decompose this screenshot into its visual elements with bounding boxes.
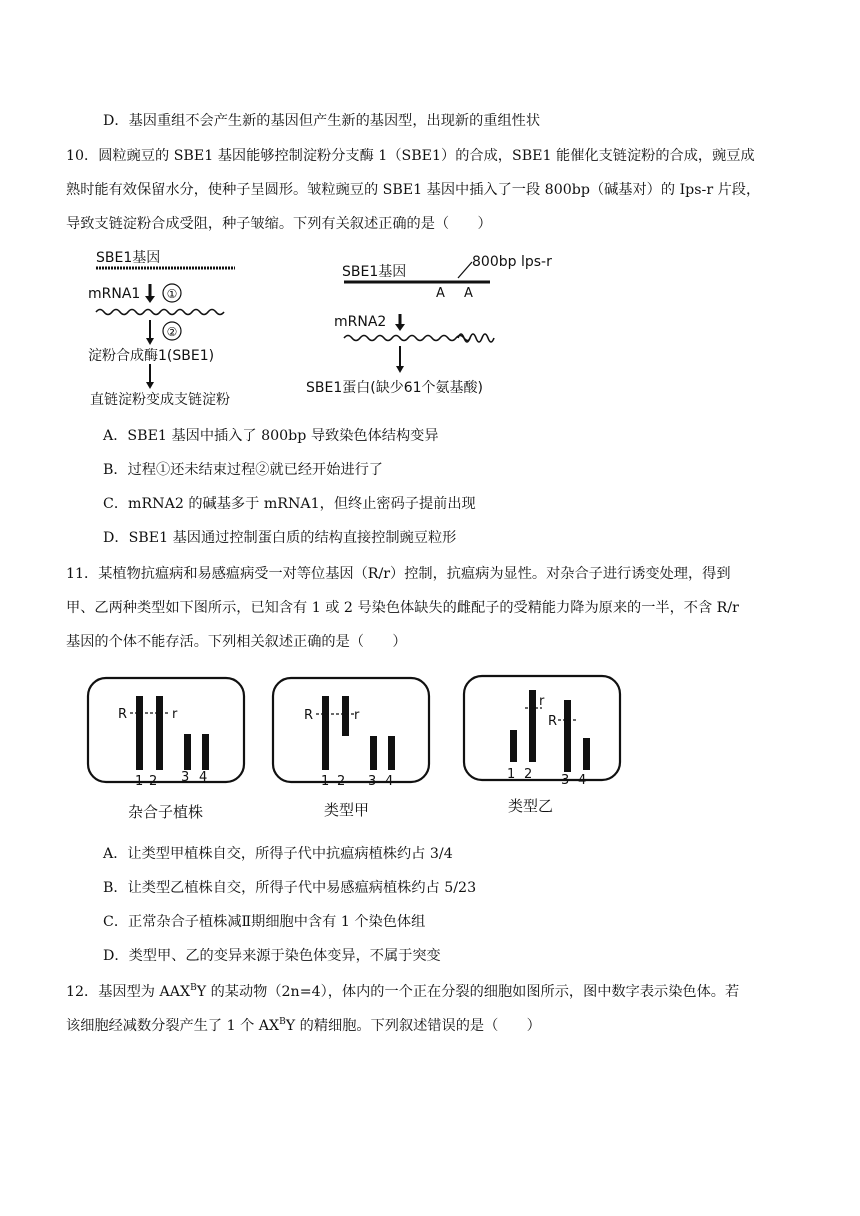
q11-stem-line1: 11．某植物抗瘟病和易感瘟病受一对等位基因（R/r）控制，抗瘟病为显性。对杂合子进行诱变处理，得到	[66, 566, 731, 582]
q11-p2-num1: 1	[321, 774, 330, 789]
q11-p3-num3: 3	[561, 773, 570, 788]
q11-p1-caption: 杂合子植株	[128, 803, 204, 821]
q10-arrow-4-head-icon	[395, 324, 405, 331]
q11-p3-allele-R: R	[548, 714, 558, 729]
q9-option-d: D．基因重组不会产生新的基因但产生新的基因型，出现新的重组性状	[103, 113, 541, 129]
q10-mrna1-wave	[96, 310, 224, 315]
q11-p1-chrom3	[184, 734, 191, 770]
q10-result-label: 直链淀粉变成支链淀粉	[90, 392, 230, 408]
q12-line2-part2: Y 的精细胞。下列叙述错误的是（ ）	[285, 1018, 541, 1034]
q11-stem-line2: 甲、乙两种类型如下图所示，已知含有 1 或 2 号染色体缺失的雌配子的受精能力降为原来的一半，不含 R/r	[66, 600, 739, 616]
q11-p1-chrom2	[156, 696, 163, 770]
q10-protein-label: SBE1蛋白(缺少61个氨基酸)	[306, 380, 483, 396]
q10-diagram	[80, 240, 552, 410]
q10-base-a2: A	[464, 286, 473, 301]
q11-p2-num3: 3	[368, 774, 377, 789]
q11-p1-allele-R: R	[118, 707, 128, 722]
q10-insert-pointer	[458, 262, 472, 278]
q11-p2-chrom4	[388, 736, 395, 770]
q10-right-gene-label: SBE1基因	[342, 264, 407, 280]
q10-base-a1: A	[436, 286, 445, 301]
q12-line1-sup: B	[190, 983, 197, 993]
q11-option-b: B．让类型乙植株自交，所得子代中易感瘟病植株约占 5/23	[103, 880, 477, 896]
q10-left-mrna-label: mRNA1	[88, 286, 141, 302]
q11-stem-line3: 基因的个体不能存活。下列相关叙述正确的是（ ）	[66, 634, 407, 650]
q10-right-mrna-label: mRNA2	[334, 314, 387, 330]
q11-p3-num2: 2	[524, 767, 533, 782]
q10-arrow-3-head-icon	[146, 382, 154, 389]
q11-p3-chrom2	[529, 690, 536, 762]
q11-p1-num2: 2	[149, 774, 158, 789]
q11-p3-allele-r: r	[539, 694, 545, 709]
q11-p1-num1: 1	[135, 774, 144, 789]
q11-p2-chrom2	[342, 696, 349, 736]
q12-stem-line2	[66, 1016, 541, 1036]
q11-p3-num4: 4	[578, 773, 587, 788]
q10-stem-line2: 熟时能有效保留水分，使种子呈圆形。皱粒豌豆的 SBE1 基因中插入了一段 800bp（碱基对）的 Ips-r 片段，	[66, 182, 761, 198]
q10-stem-line1: 10．圆粒豌豆的 SBE1 基因能够控制淀粉分支酶 1（SBE1）的合成，SBE1 能催化支链淀粉的合成，豌豆成	[66, 148, 755, 164]
q10-stem-line3: 导致支链淀粉合成受阻，种子皱缩。下列有关叙述正确的是（ ）	[66, 216, 492, 232]
q10-insert-label: 800bp lps-r	[472, 254, 552, 270]
q11-p3-num1: 1	[507, 767, 516, 782]
q11-panel2-frame	[273, 678, 429, 782]
q11-p3-caption: 类型乙	[508, 797, 554, 815]
q11-option-d: D．类型甲、乙的变异来源于染色体变异，不属于突变	[103, 948, 441, 964]
q10-arrow-5-head-icon	[396, 366, 404, 373]
q11-p2-allele-r: r	[354, 708, 360, 723]
q10-arrow-1-head-icon	[145, 296, 155, 303]
q10-mrna2-insert-wave	[458, 334, 494, 342]
q11-p1-chrom1	[136, 696, 143, 770]
q11-p1-allele-r: r	[172, 707, 178, 722]
q10-mrna2-wave	[344, 336, 470, 341]
q10-enzyme-label: 淀粉合成酶1(SBE1)	[88, 348, 215, 364]
q11-p2-num2: 2	[337, 774, 346, 789]
q11-p3-chrom3	[564, 700, 571, 772]
q12-line2-sup: B	[279, 1017, 286, 1027]
q11-p2-chrom1	[322, 696, 329, 770]
q10-option-c: C．mRNA2 的碱基多于 mRNA1，但终止密码子提前出现	[103, 496, 476, 512]
q11-p3-chrom1	[510, 730, 517, 762]
q10-option-d: D．SBE1 基因通过控制蛋白质的结构直接控制豌豆粒形	[103, 530, 457, 546]
q11-option-c: C．正常杂合子植株减Ⅱ期细胞中含有 1 个染色体组	[103, 914, 426, 930]
q11-option-a: A．让类型甲植株自交，所得子代中抗瘟病植株约占 3/4	[103, 846, 453, 862]
q11-panel-heterozygote	[88, 678, 244, 821]
q11-p2-chrom3	[370, 736, 377, 770]
q10-left-gene-label: SBE1基因	[96, 250, 161, 266]
q11-p2-caption: 类型甲	[324, 801, 370, 819]
q11-p2-num4: 4	[385, 774, 394, 789]
q11-p1-num3: 3	[181, 770, 190, 785]
q11-panel3-frame	[464, 676, 620, 780]
q11-p2-allele-R: R	[304, 708, 314, 723]
q12-line1-part2: Y 的某动物（2n=4），体内的一个正在分裂的细胞如图所示，图中数字表示染色体。若	[196, 984, 740, 1000]
q12-stem-line1	[66, 982, 739, 1002]
q12-line1-part1: 12．基因型为 AAX	[66, 984, 191, 1000]
q10-arrow-2-head-icon	[146, 338, 154, 345]
q11-p1-chrom4	[202, 734, 209, 770]
q11-panel-type-jia	[273, 678, 429, 819]
q11-p1-num4: 4	[199, 770, 208, 785]
q10-option-a: A．SBE1 基因中插入了 800bp 导致染色体结构变异	[103, 428, 439, 444]
q10-step1-label: ①	[166, 287, 178, 301]
q11-diagram	[80, 668, 640, 828]
q12-line2-part1: 该细胞经减数分裂产生了 1 个 AX	[66, 1018, 280, 1034]
q10-step2-label: ②	[166, 325, 178, 339]
q11-p3-chrom4	[583, 738, 590, 770]
q10-option-b: B．过程①还未结束过程②就已经开始进行了	[103, 462, 383, 478]
q11-panel1-frame	[88, 678, 244, 782]
q11-panel-type-yi	[464, 676, 620, 815]
